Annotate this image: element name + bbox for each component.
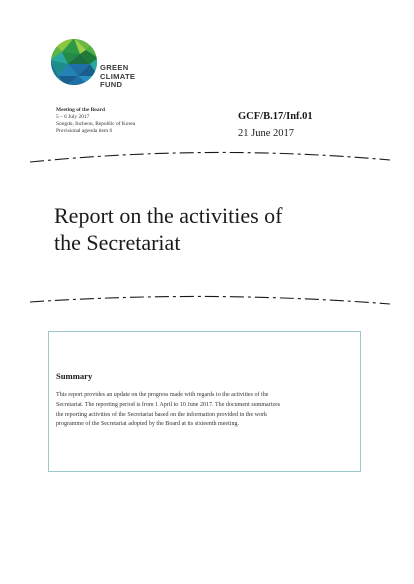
logo-wordmark xyxy=(100,64,135,90)
summary-box xyxy=(48,331,361,472)
logo-line-climate: CLIMATE xyxy=(100,71,136,81)
top-separator xyxy=(30,148,390,168)
summary-line: programme of the Secretariat adopted by the Board at its sixteenth meeting. xyxy=(56,421,240,428)
report-title-line-2: the Secretariat xyxy=(54,230,181,255)
logo-line-fund: FUND xyxy=(100,80,123,90)
meeting-location: Songdo, Incheon, Republic of Korea xyxy=(56,121,136,127)
summary-line: This report provides an update on the progress made with regards to the activities of the xyxy=(56,392,269,398)
logo-line-green: GREEN xyxy=(100,63,129,72)
summary-line: the reporting activities of the Secretariat based on the information provided in the work xyxy=(56,411,268,418)
report-title xyxy=(54,202,374,256)
summary-text xyxy=(56,391,280,430)
bottom-separator xyxy=(30,292,390,312)
meeting-title: Meeting of the Board xyxy=(56,107,105,113)
summary-line: Secretariat. The reporting period is from 1 April to 10 June 2017. The document summarizes xyxy=(56,401,281,408)
green-climate-fund-globe-icon xyxy=(50,38,98,86)
report-title-line-1: Report on the activities of xyxy=(54,203,283,228)
meeting-agenda-item: Provisional agenda item 6 xyxy=(56,128,113,134)
document-date: 21 June 2017 xyxy=(238,128,294,139)
document-code: GCF/B.17/Inf.01 xyxy=(238,111,313,122)
meeting-info xyxy=(56,107,135,135)
meeting-dates: 5 – 6 July 2017 xyxy=(56,114,90,120)
summary-heading: Summary xyxy=(56,371,93,381)
